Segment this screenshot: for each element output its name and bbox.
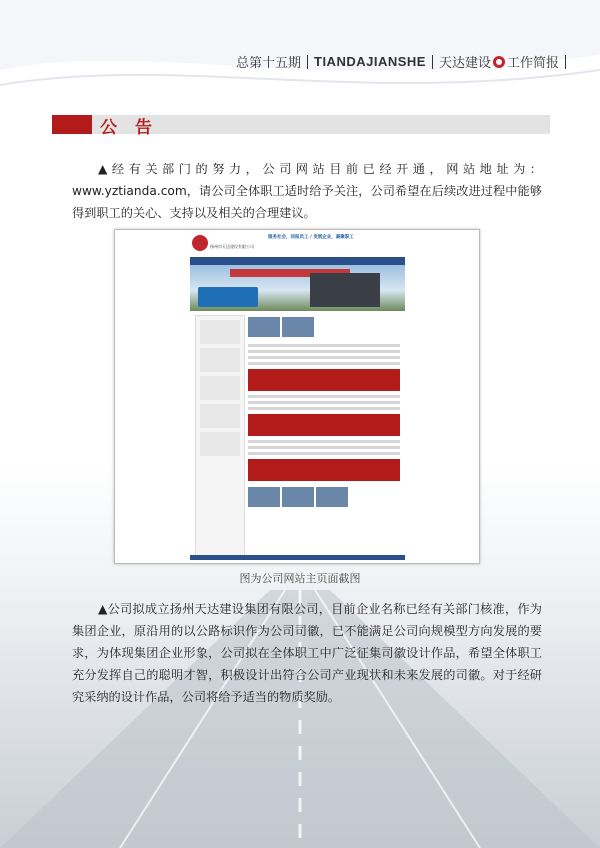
section-title: 公告 <box>100 118 170 138</box>
news-line <box>248 446 400 449</box>
website-logo-icon <box>192 235 208 251</box>
figure-caption: 图为公司网站主页面截图 <box>239 572 361 585</box>
news-red-banner <box>248 369 400 391</box>
news-photo <box>248 317 280 337</box>
banner-tanks <box>198 287 258 307</box>
notice-paragraph-website: ▲经有关部门的努力，公司网站目前已经开通，网站地址为：www.yztianda.com，请公司全体职工适时给予关注，公司希望在后续改进过程中能够得到职工的关心、支持以及相关的合理建议。 <box>72 162 542 220</box>
sidebar-block <box>200 404 240 428</box>
news-line <box>248 401 400 404</box>
news-line <box>248 395 400 398</box>
news-line <box>248 350 400 353</box>
news-red-banner <box>248 459 400 481</box>
website-slogan: 服务社会，回报员工 / 发展企业，凝聚职工 <box>268 235 354 240</box>
news-photo <box>316 487 348 507</box>
website-footer <box>190 555 405 560</box>
header-divider <box>565 55 566 69</box>
website-nav-bar <box>190 257 405 265</box>
news-line <box>248 344 400 347</box>
website-banner-image <box>190 265 405 311</box>
news-line <box>248 407 400 410</box>
company-name: 天达建设 <box>438 56 491 71</box>
news-photo <box>282 317 314 337</box>
website-screenshot <box>114 229 480 564</box>
banner-plant <box>310 273 380 307</box>
website-header <box>190 233 405 257</box>
sidebar-block <box>200 432 240 456</box>
news-photo <box>248 487 280 507</box>
section-bar-accent <box>52 115 92 134</box>
header-divider <box>307 55 308 69</box>
website-page <box>190 233 405 560</box>
website-main-content <box>248 315 400 555</box>
header-masthead <box>236 52 572 71</box>
issue-number: 总第十五期 <box>235 56 301 71</box>
news-line <box>248 356 400 359</box>
news-line <box>248 440 400 443</box>
page-header <box>0 0 600 110</box>
brand-english: TIANDAJIANSHE <box>314 54 426 69</box>
sidebar-block <box>200 376 240 400</box>
publication-name: 工作简报 <box>506 56 559 71</box>
news-line <box>248 452 400 455</box>
news-line <box>248 362 400 365</box>
website-sidebar <box>195 315 245 557</box>
header-divider <box>432 55 433 69</box>
sidebar-block <box>200 348 240 372</box>
news-photo <box>282 487 314 507</box>
news-red-banner <box>248 414 400 436</box>
notice-paragraph-logo-contest: ▲公司拟成立扬州天达建设集团有限公司，目前企业名称已经有关部门核准，作为集团企业，原沿用的以公路标识作为公司司徽，已不能满足公司向规模型方向发展的要求，为体现集团企业形象，公司拟在全体职工中广泛征集司徽设计作品，希望全体职工充分发挥自己的聪明才智，积极设计出符合公司产业现状和未来发展的司徽。对于经研究采纳的设计作品，公司将给予适当的物质奖励。 <box>72 602 542 704</box>
website-name: 扬州市天达建设有限公司 <box>210 244 254 249</box>
sidebar-block <box>200 320 240 344</box>
company-logo-icon <box>493 56 505 68</box>
